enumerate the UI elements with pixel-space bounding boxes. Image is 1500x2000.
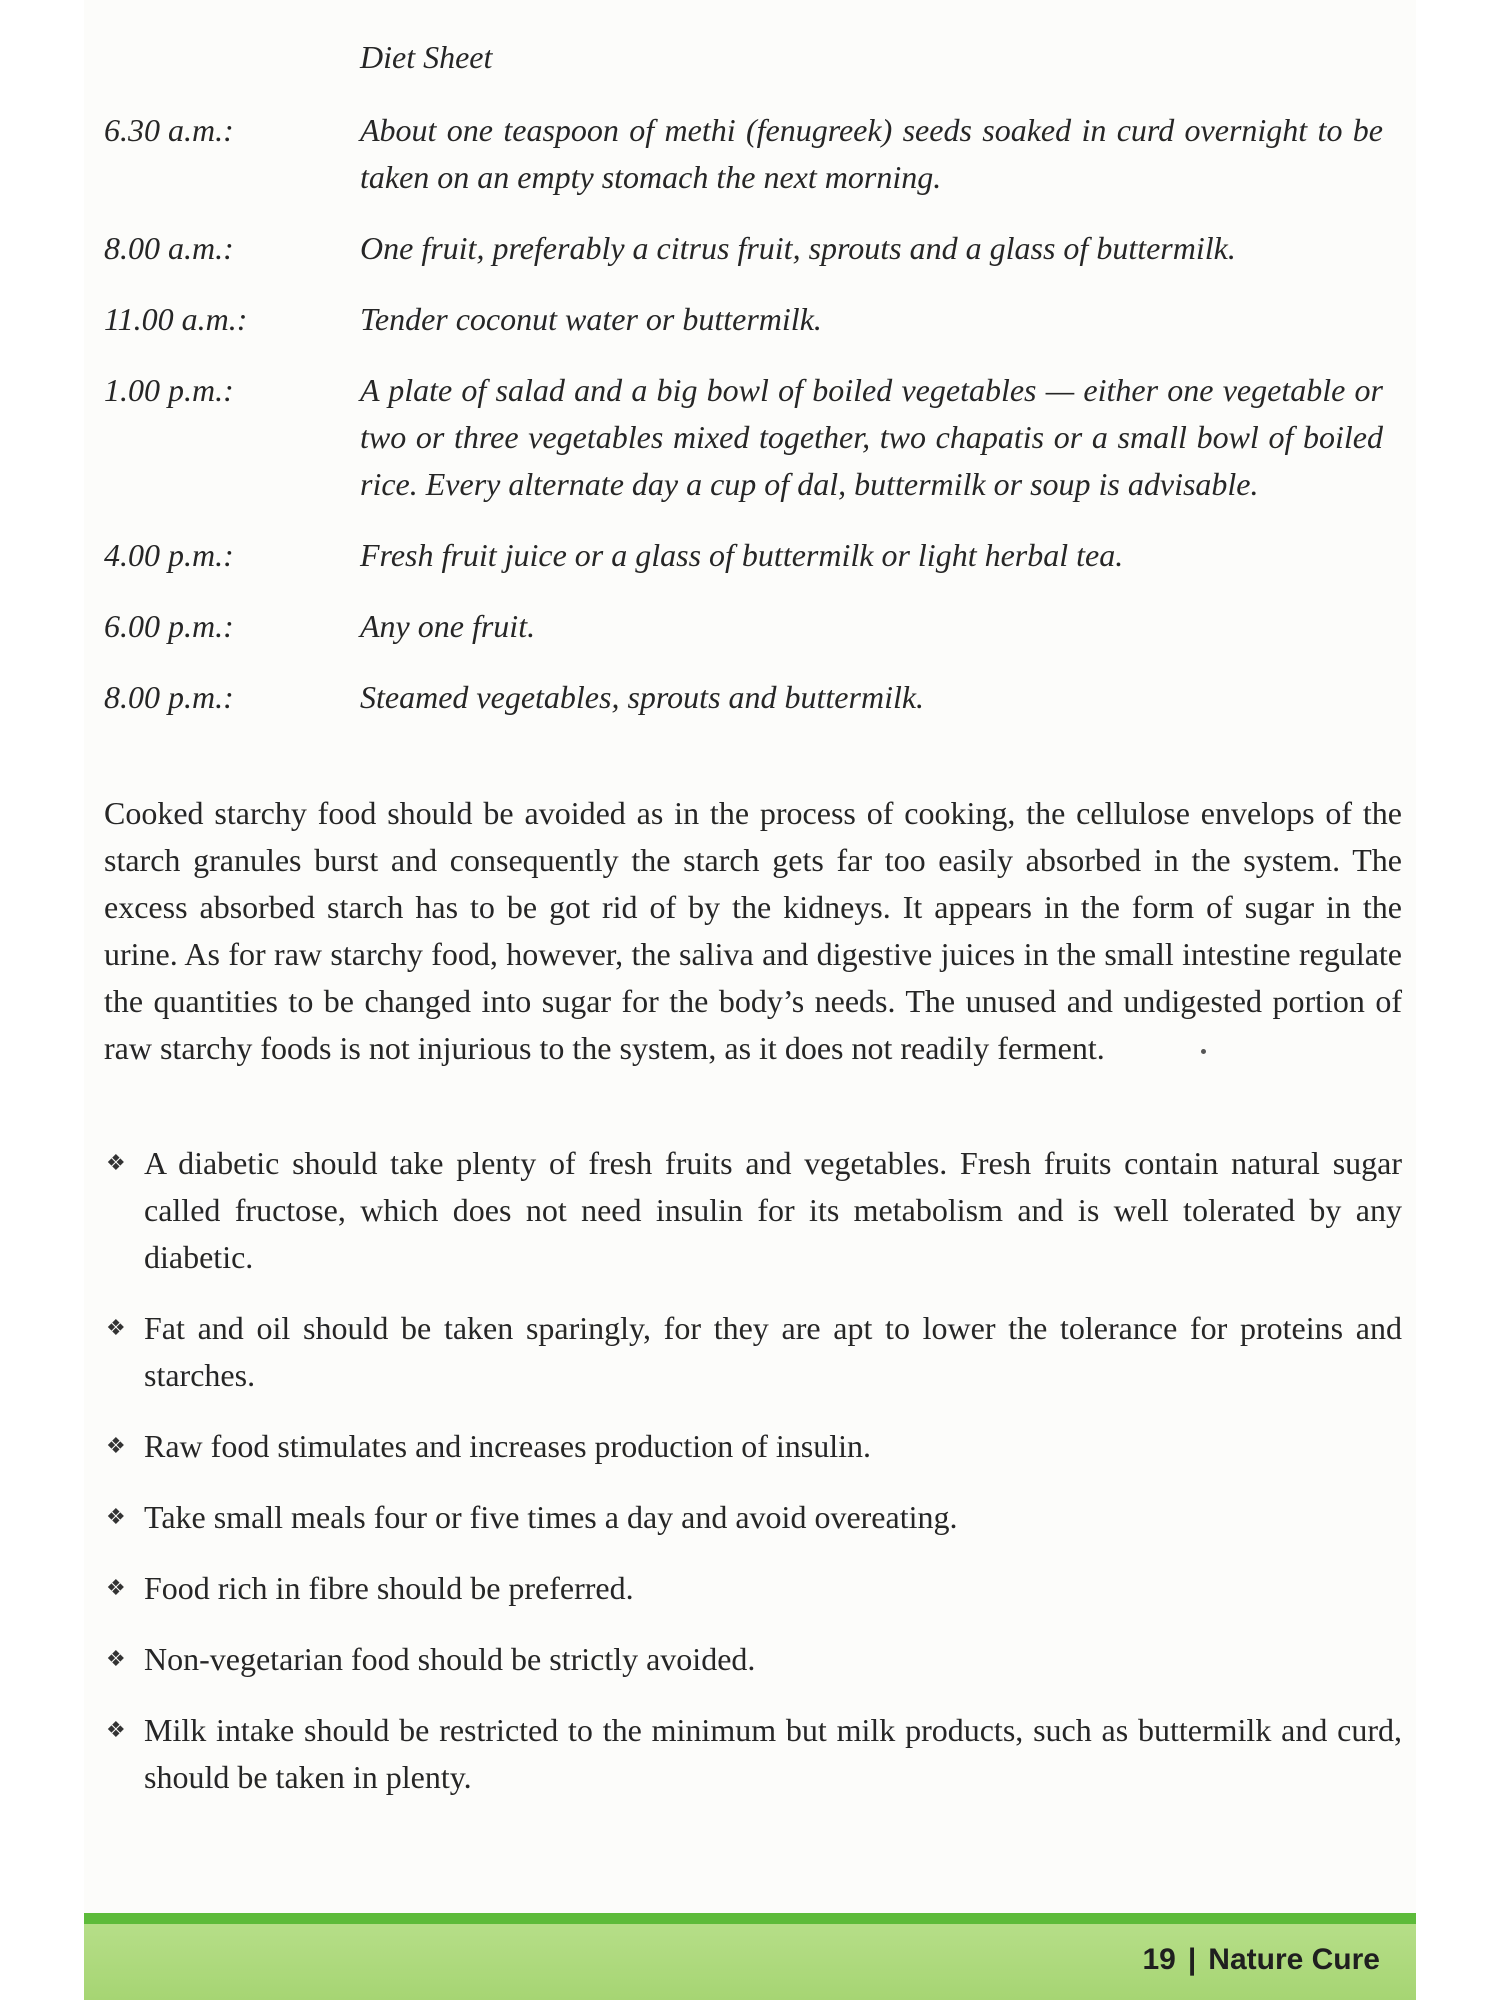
diet-sheet-table [104,107,1404,745]
body-paragraph-text: Cooked starchy food should be avoided as in the process of cooking, the cellulose envelops of the starch granules burst and consequently the starch gets far too easily absorbed in the system. The excess absorbed starch has to be got rid of by the kidneys. It appears in the form of sugar in the urine. As for raw starchy food, however, the saliva and digestive juices in the small intestine regulate the quantities to be changed into sugar for the body’s needs. The unused and undigested portion of raw starchy foods is not injurious to the system, as it does not readily ferment. [104,795,1402,1066]
diamond-bullet-icon: ❖ [106,1505,126,1530]
list-item [104,1140,1402,1281]
diet-row [104,225,1404,272]
diamond-bullet-icon: ❖ [106,1576,126,1601]
footer-label [1143,1938,1381,1982]
diamond-bullet-icon: ❖ [106,1718,126,1743]
diet-row [104,674,1404,721]
book-page [84,0,1416,2000]
diet-description: A plate of salad and a big bowl of boiled vegetables — either one vegetable or two or three vegetables mixed together, two chapatis or a small bowl of boiled rice. Every alternate day a cup of dal, buttermilk or soup is advisable. [360,372,1383,502]
diet-description: About one teaspoon of methi (fenugreek) seeds soaked in curd overnight to be taken on an empty stomach the next morning. [360,112,1383,195]
diet-row [104,603,1404,650]
list-item-text: Milk intake should be restricted to the minimum but milk products, such as buttermilk and curd, should be taken in plenty. [144,1712,1402,1795]
list-item [104,1423,1402,1470]
diamond-bullet-icon: ❖ [106,1151,126,1176]
diamond-bullet-icon: ❖ [106,1434,126,1459]
list-item [104,1707,1402,1801]
diet-time: 4.00 p.m.: [104,537,234,573]
list-item-text: Fat and oil should be taken sparingly, for they are apt to lower the tolerance for proteins and starches. [144,1310,1402,1393]
list-item-text: Food rich in fibre should be preferred. [144,1570,634,1606]
diamond-bullet-icon: ❖ [106,1647,126,1672]
diet-row [104,367,1404,508]
list-item [104,1565,1402,1612]
list-item [104,1305,1402,1399]
diet-description: Steamed vegetables, sprouts and buttermilk. [360,679,925,715]
print-speck [1201,1049,1206,1054]
diet-row [104,296,1404,343]
diet-time: 1.00 p.m.: [104,372,234,408]
footer-separator: | [1187,1943,1197,1976]
diet-row [104,532,1404,579]
diet-time: 11.00 a.m.: [104,301,248,337]
diet-row [104,107,1404,201]
diet-time: 6.30 a.m.: [104,112,234,148]
diet-description: Fresh fruit juice or a glass of buttermilk or light herbal tea. [360,537,1124,573]
diet-sheet-title: Diet Sheet [360,39,493,75]
list-item-text: Take small meals four or five times a day and avoid overeating. [144,1499,958,1535]
list-item-text: Non-vegetarian food should be strictly avoided. [144,1641,756,1677]
book-title: Nature Cure [1208,1943,1380,1976]
list-item-text: Raw food stimulates and increases production of insulin. [144,1428,871,1464]
diet-time: 8.00 a.m.: [104,230,234,266]
diet-time: 8.00 p.m.: [104,679,234,715]
diet-time: 6.00 p.m.: [104,608,234,644]
list-item-text: A diabetic should take plenty of fresh fruits and vegetables. Fresh fruits contain natural sugar called fructose, which does not need insulin for its metabolism and is well tolerated by any diabetic. [144,1145,1402,1275]
advice-list [104,1140,1402,1825]
page-number: 19 [1142,1943,1176,1976]
list-item [104,1494,1402,1541]
diet-description: Any one fruit. [360,608,536,644]
diet-description: One fruit, preferably a citrus fruit, sprouts and a glass of buttermilk. [360,230,1236,266]
list-item [104,1636,1402,1683]
body-paragraph [104,790,1402,1072]
diet-description: Tender coconut water or buttermilk. [360,301,822,337]
page-footer [84,1913,1416,2000]
diamond-bullet-icon: ❖ [106,1316,126,1341]
